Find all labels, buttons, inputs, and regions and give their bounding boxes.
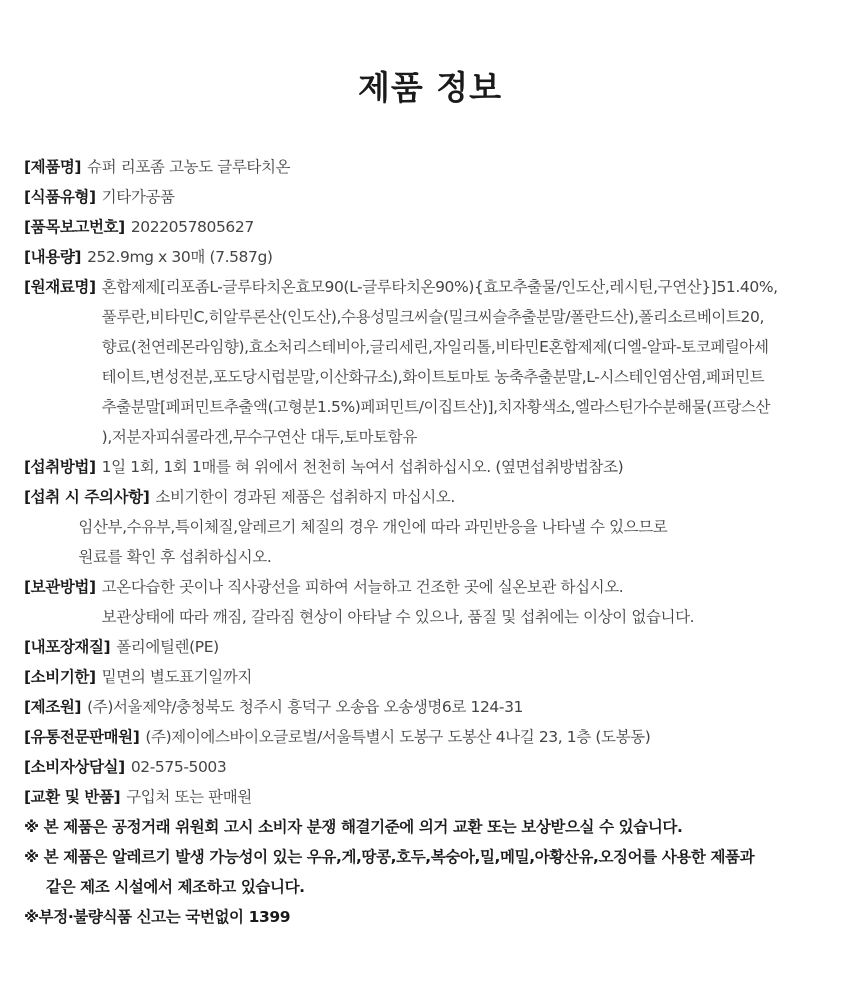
report-no-row [24,212,844,242]
ingredients-row [24,272,844,452]
expiry-row [24,662,844,692]
food-type-value: 기타가공품 [101,188,175,206]
manufacturer-row [24,692,844,722]
expiry-label: [소비기한] [24,668,96,686]
exchange-value: 구입처 또는 판매원 [126,788,252,806]
consumer-center-value: 02-575-5003 [130,758,227,776]
ingredients-line: 테이트,변성전분,포도당시럽분말,이산화규소),화이트토마토 농축추출분말,L-시스테인염산염,페퍼민트 [101,368,765,386]
storage-line: 보관상태에 따라 깨짐, 갈라짐 현상이 아타날 수 있으나, 품질 및 섭취에는 이상이 없습니다. [101,608,695,626]
packaging-label: [내포장재질] [24,638,111,656]
caution-label: [섭취 시 주의사항] [24,488,150,506]
ingredients-line: 혼합제제[리포좀L-글루타치온효모90(L-글루타치온90%){효모추출물/인도산,레시틴,구연산}]51.40%, [101,278,778,296]
caution-row [24,482,844,572]
consumer-center-label: [소비자상담실] [24,758,125,776]
consumer-center-row [24,752,844,782]
ingredients-label: [원재료명] [24,278,96,296]
food-type-row [24,182,844,212]
distributor-label: [유통전문판매원] [24,728,140,746]
exchange-row [24,782,844,812]
ingredients-line: 풀루란,비타민C,히알루론산(인도산),수용성밀크씨슬(밀크씨슬추출분말/폴란드산),폴리소르베이트20, [101,308,764,326]
volume-row [24,242,844,272]
allergy-note: ※ 본 제품은 알레르기 발생 가능성이 있는 우유,게,땅콩,호두,복숭아,밀,메밀,아황산유,오징어를 사용한 제품과 [24,848,755,866]
intake-label: [섭취방법] [24,458,96,476]
report-no-value: 2022057805627 [130,218,254,236]
report-no-label: [품목보고번호] [24,218,125,236]
product-info-list [24,152,844,932]
dispute-note: ※ 본 제품은 공정거래 위원회 고시 소비자 분쟁 해결기준에 의거 교환 또는 보상받으실 수 있습니다. [24,818,683,836]
ingredients-line: 향료(천연레몬라임향),효소처리스테비아,글리세린,자일리톨,비타민E혼합제제(디엘-알파-토코페릴아세 [101,338,769,356]
intake-value: 1일 1회, 1회 1매를 혀 위에서 천천히 녹여서 섭취하십시오. (옆면섭취방법참조) [101,458,624,476]
distributor-value: (주)제이에스바이오글로벌/서울특별시 도봉구 도봉산 4나길 23, 1층 (도봉동) [145,728,651,746]
exchange-label: [교환 및 반품] [24,788,121,806]
ingredients-line: 추출분말[페퍼민트추출액(고형분1.5%)페퍼민트/이집트산)],치자황색소,엘라스틴가수분해물(프랑스산 [101,398,771,416]
caution-line: 원료를 확인 후 섭취하십시오. [78,548,272,566]
ingredients-lines [102,272,778,452]
allergy-note-continued: 같은 제조 시설에서 제조하고 있습니다. [46,878,305,896]
caution-line: 소비기한이 경과된 제품은 섭취하지 마십시오. [155,488,455,506]
report-note: ※부정·불량식품 신고는 국번없이 1399 [24,908,291,926]
storage-lines [102,572,695,632]
packaging-value: 폴리에틸렌(PE) [116,638,219,656]
manufacturer-label: [제조원] [24,698,82,716]
volume-value: 252.9mg x 30매 (7.587g) [87,248,273,266]
food-type-label: [식품유형] [24,188,96,206]
storage-line: 고온다습한 곳이나 직사광선을 피하여 서늘하고 건조한 곳에 실온보관 하십시오. [101,578,624,596]
manufacturer-value: (주)서울제약/충청북도 청주시 흥덕구 오송읍 오송생명6로 124-31 [87,698,523,716]
product-name-row [24,152,844,182]
intake-row [24,452,844,482]
page-title: 제품 정보 [357,68,502,107]
product-name-label: [제품명] [24,158,82,176]
ingredients-line: ),저분자피쉬콜라겐,무수구연산 대두,토마토함유 [101,428,417,446]
storage-row [24,572,844,632]
distributor-row [24,722,844,752]
expiry-value: 밑면의 별도표기일까지 [101,668,252,686]
volume-label: [내용량] [24,248,82,266]
storage-label: [보관방법] [24,578,96,596]
caution-line: 임산부,수유부,특이체질,알레르기 체질의 경우 개인에 따라 과민반응을 나타낼 수 있으므로 [78,518,668,536]
product-name-value: 슈퍼 리포좀 고농도 글루타치온 [87,158,291,176]
packaging-row [24,632,844,662]
